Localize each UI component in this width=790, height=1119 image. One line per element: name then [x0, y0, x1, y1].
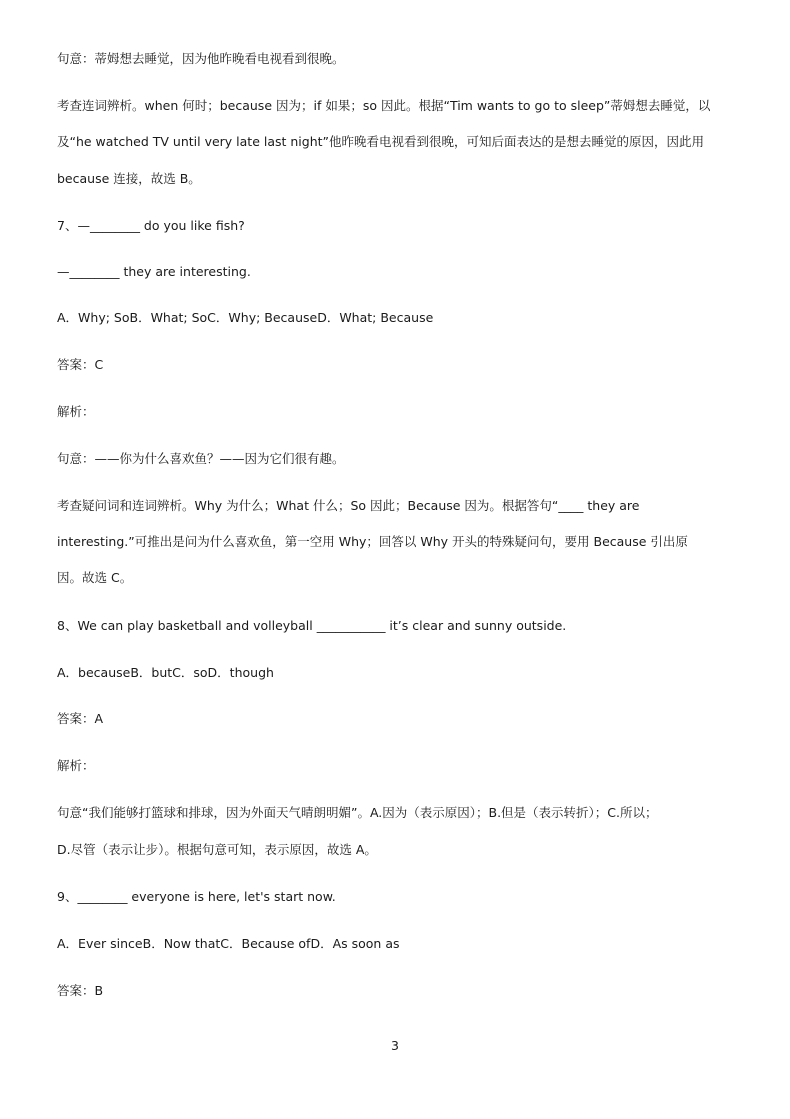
answer-text: 答案：B	[57, 983, 104, 998]
answer-options: A．Ever sinceB．Now thatC．Because ofD．As soon as	[57, 936, 400, 951]
sentence-meaning-text: 句意：——你为什么喜欢鱼？——因为它们很有趣。	[57, 451, 345, 466]
page-number: 3	[391, 1038, 399, 1053]
sentence-meaning-text: 句意“我们能够打篮球和排球，因为外面天气晴朗明媚”。A.因为（表示原因）；B.但是（表示转折）；C.所以；	[57, 805, 658, 820]
question-text: 8、We can play basketball and volleyball ___________ it’s clear and sunny outside.	[57, 618, 567, 633]
explanation-label: 解析：	[57, 404, 95, 419]
explanation-label: 解析：	[57, 758, 95, 773]
analysis-text: 考查连词辨析。when 何时；because 因为；if 如果；so 因此。根据“Tim wants to go to sleep”蒂姆想去睡觉，以	[57, 98, 711, 113]
analysis-text: 考查疑问词和连词辨析。Why 为什么；What 什么；So 因此；Because 因为。根据答句“____ they are	[57, 498, 640, 513]
analysis-text: because 连接，故选 B。	[57, 171, 201, 186]
question-text: 9、________ everyone is here, let's start now.	[57, 889, 336, 904]
answer-options: A．becauseB．butC．soD．though	[57, 665, 274, 680]
analysis-text: 及“he watched TV until very late last night”他昨晚看电视看到很晚，可知后面表达的是想去睡觉的原因，因此用	[57, 134, 705, 149]
question-text: 7、—________ do you like fish?	[57, 218, 245, 233]
sentence-meaning-text: 句意：蒂姆想去睡觉，因为他昨晚看电视看到很晚。	[57, 51, 345, 66]
analysis-text: interesting.”可推出是问为什么喜欢鱼，第一空用 Why；回答以 Why 开头的特殊疑问句，要用 Because 引出原	[57, 534, 688, 549]
answer-text: 答案：A	[57, 711, 104, 726]
question-text: —________ they are interesting.	[57, 264, 251, 279]
answer-text: 答案：C	[57, 357, 104, 372]
analysis-text: 因。故选 C。	[57, 570, 133, 585]
analysis-text: D.尽管（表示让步）。根据句意可知，表示原因，故选 A。	[57, 842, 377, 857]
answer-options: A．Why; SoB．What; SoC．Why; BecauseD．What; Because	[57, 310, 434, 325]
